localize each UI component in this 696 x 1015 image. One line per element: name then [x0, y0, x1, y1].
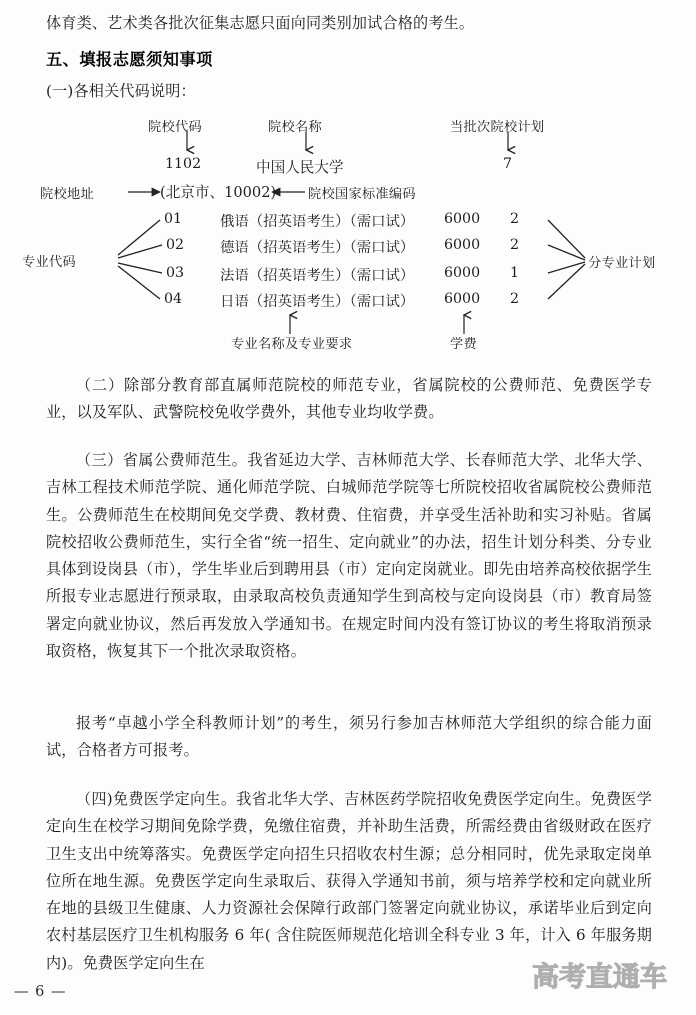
major-tuition-2: 6000	[444, 265, 481, 281]
label-school-national-code: 院校国家标准编码	[308, 187, 416, 202]
major-tuition-0: 6000	[444, 211, 481, 227]
major-name-0: 俄语（招英语考生）（需口试）	[220, 214, 415, 230]
subsection-three-extra: 报考“卓越小学全科教师计划”的考生，须另行参加吉林师范大学组织的综合能力面试，合格者方可报考。	[46, 714, 652, 760]
value-school-code: 1102	[165, 156, 202, 172]
diagram-connectors	[0, 112, 696, 357]
major-plan-0: 2	[510, 211, 520, 227]
label-school-name: 院校名称	[268, 120, 322, 135]
subsection-three: （三）省属公费师范生。我省延边大学、吉林师范大学、长春师范大学、北华大学、吉林工程技术师范学院、通化师范学院、白城师范学院等七所院校招收省属院校公费师范生。公费师范生在校期间免交学费、教材费、住宿费，并享受生活补助和实习补贴。省属院校招收公费师范生，实行全省“统一招生、定向就业”的办法，招生计划分科类、分专业具体到设岗县（市），学生毕业后到聘用县（市）定向定岗就业。即先由培养高校依据学生所报专业志愿进行预录取，由录取高校负责通知学生到高校与定向设岗县（市）教育局签署定向就业协议，然后再发放入学通知书。在规定时间内没有签订协议的考生将取消预录取资格，恢复其下一个批次录取资格。	[46, 451, 652, 661]
major-plan-1: 2	[510, 237, 520, 253]
label-major-code: 专业代码	[22, 255, 76, 270]
page-number: — 6 —	[14, 984, 67, 1000]
watermark: 高考直通车	[532, 962, 667, 993]
value-batch-plan: 7	[503, 156, 513, 172]
major-code-2: 03	[166, 265, 185, 281]
major-tuition-3: 6000	[444, 291, 481, 307]
subsection-two: （二）除部分教育部直属师范院校的师范专业，省属院校的公费师范、免费医学专业，以及军队、武警院校免收学费外，其他专业均收学费。	[46, 376, 652, 422]
value-school-name: 中国人民大学	[256, 159, 344, 176]
label-school-code: 院校代码	[148, 120, 202, 135]
code-explanation-diagram	[0, 112, 696, 357]
major-plan-3: 2	[510, 291, 520, 307]
value-address-code: (北京市、10002)	[160, 184, 277, 201]
major-code-3: 04	[164, 291, 183, 307]
subsection-four: （四)免费医学定向生。我省北华大学、吉林医药学院招收免费医学定向生。免费医学定向生在校学习期间免除学费，免缴住宿费，并补助生活费，所需经费由省级财政在医疗卫生支出中统筹落实。免费医学定向招生只招收农村生源；总分相同时，优先录取定岗单位所在地生源。免费医学定向生录取后、获得入学通知书前，须与培养学校和定向就业所在地的县级卫生健康、人力资源社会保障行政部门签署定向就业协议，承诺毕业后到定向农村基层医疗卫生机构服务 6 年( 含住院医师规范化培训全科专业 3 年，计入 6 年服务期内)。免费医学定向生在	[46, 790, 652, 972]
label-tuition: 学费	[450, 337, 477, 352]
major-name-3: 日语（招英语考生）（需口试）	[220, 294, 415, 310]
major-plan-2: 1	[510, 265, 520, 281]
major-name-1: 德语（招英语考生）（需口试）	[220, 240, 415, 256]
major-tuition-1: 6000	[444, 237, 481, 253]
label-school-address: 院校地址	[40, 187, 94, 202]
label-batch-plan: 当批次院校计划	[450, 120, 545, 135]
major-code-0: 01	[164, 211, 183, 227]
section-heading: 五、填报志愿须知事项	[46, 50, 213, 69]
major-name-2: 法语（招英语考生）（需口试）	[220, 268, 415, 284]
major-code-1: 02	[166, 237, 185, 253]
subsection-one-title: (一)各相关代码说明：	[46, 82, 196, 100]
label-major-name-requirement: 专业名称及专业要求	[231, 337, 353, 352]
label-major-plan: 分专业计划	[588, 256, 656, 271]
top-paragraph: 体育类、艺术类各批次征集志愿只面向同类别加试合格的考生。	[46, 14, 475, 32]
